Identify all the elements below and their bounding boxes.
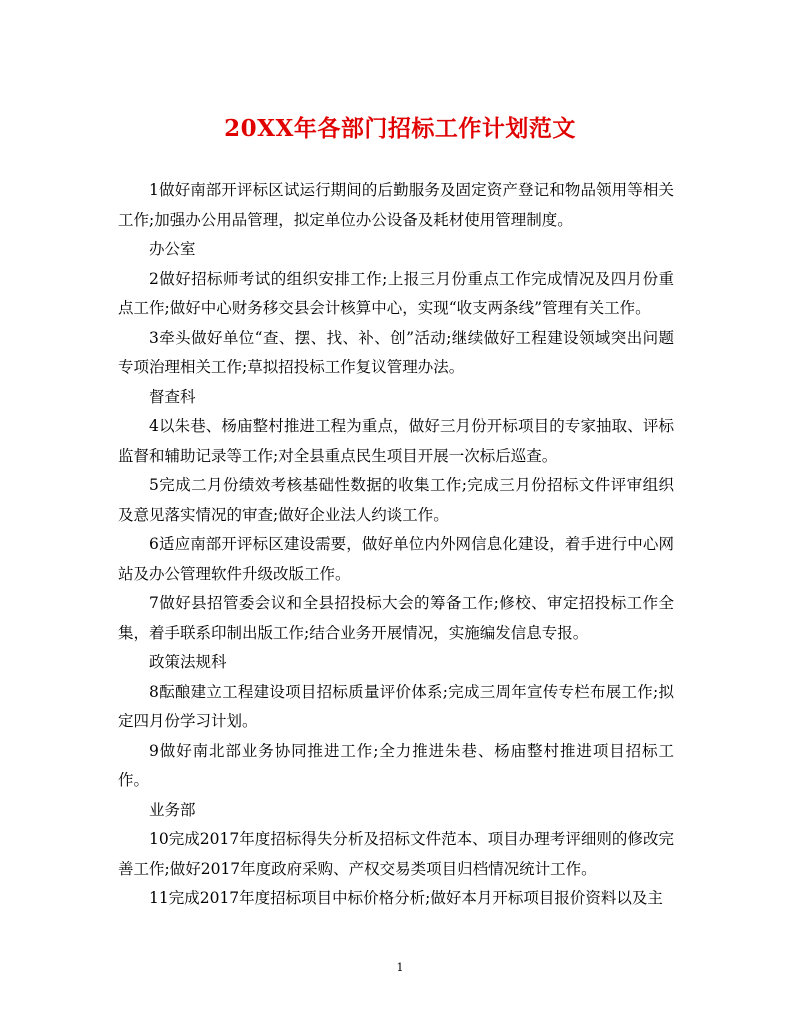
paragraph-7: 7做好县招管委会议和全县招投标大会的筹备工作;修校、审定招投标工作全集，着手联系印制出版工作;结合业务开展情况，实施编发信息专报。 bbox=[118, 594, 674, 642]
paragraph-10: 10完成2017年度招标得失分析及招标文件范本、项目办理考评细则的修改完善工作;做好2017年度政府采购、产权交易类项目归档情况统计工作。 bbox=[118, 830, 674, 878]
section-heading-business: 业务部 bbox=[149, 800, 196, 819]
paragraph-1: 1做好南部开评标区试运行期间的后勤服务及固定资产登记和物品领用等相关工作;加强办公用品管理，拟定单位办公设备及耗材使用管理制度。 bbox=[118, 181, 674, 229]
page-number: 1 bbox=[396, 961, 404, 974]
paragraph-9: 9做好南北部业务协同推进工作;全力推进朱巷、杨庙整村推进项目招标工作。 bbox=[118, 741, 674, 789]
document-title: 20XX年各部门招标工作计划范文 bbox=[224, 115, 576, 142]
paragraph-6: 6适应南部开评标区建设需要，做好单位内外网信息化建设，着手进行中心网站及办公管理软件升级改版工作。 bbox=[118, 535, 674, 583]
paragraph-2: 2做好招标师考试的组织安排工作;上报三月份重点工作完成情况及四月份重点工作;做好中心财务移交县会计核算中心，实现“收支两条线”管理有关工作。 bbox=[118, 269, 674, 317]
paragraph-8: 8酝酿建立工程建设项目招标质量评价体系;完成三周年宣传专栏布展工作;拟定四月份学习计划。 bbox=[118, 682, 674, 730]
paragraph-5: 5完成二月份绩效考核基础性数据的收集工作;完成三月份招标文件评审组织及意见落实情况的审查;做好企业法人约谈工作。 bbox=[118, 476, 674, 524]
section-heading-policy: 政策法规科 bbox=[149, 653, 227, 671]
section-heading-office: 办公室 bbox=[149, 240, 196, 258]
section-heading-supervision: 督查科 bbox=[149, 387, 196, 406]
paragraph-4: 4以朱巷、杨庙整村推进工程为重点，做好三月份开标项目的专家抽取、评标监督和辅助记录等工作;对全县重点民生项目开展一次标后巡查。 bbox=[118, 417, 674, 465]
paragraph-3: 3牵头做好单位“查、摆、找、补、创”活动;继续做好工程建设领域突出问题专项治理相关工作;草拟招投标工作复议管理办法。 bbox=[118, 328, 674, 376]
paragraph-11: 11完成2017年度招标项目中标价格分析;做好本月开标项目报价资料以及主 bbox=[149, 889, 663, 907]
document-body bbox=[118, 176, 674, 914]
